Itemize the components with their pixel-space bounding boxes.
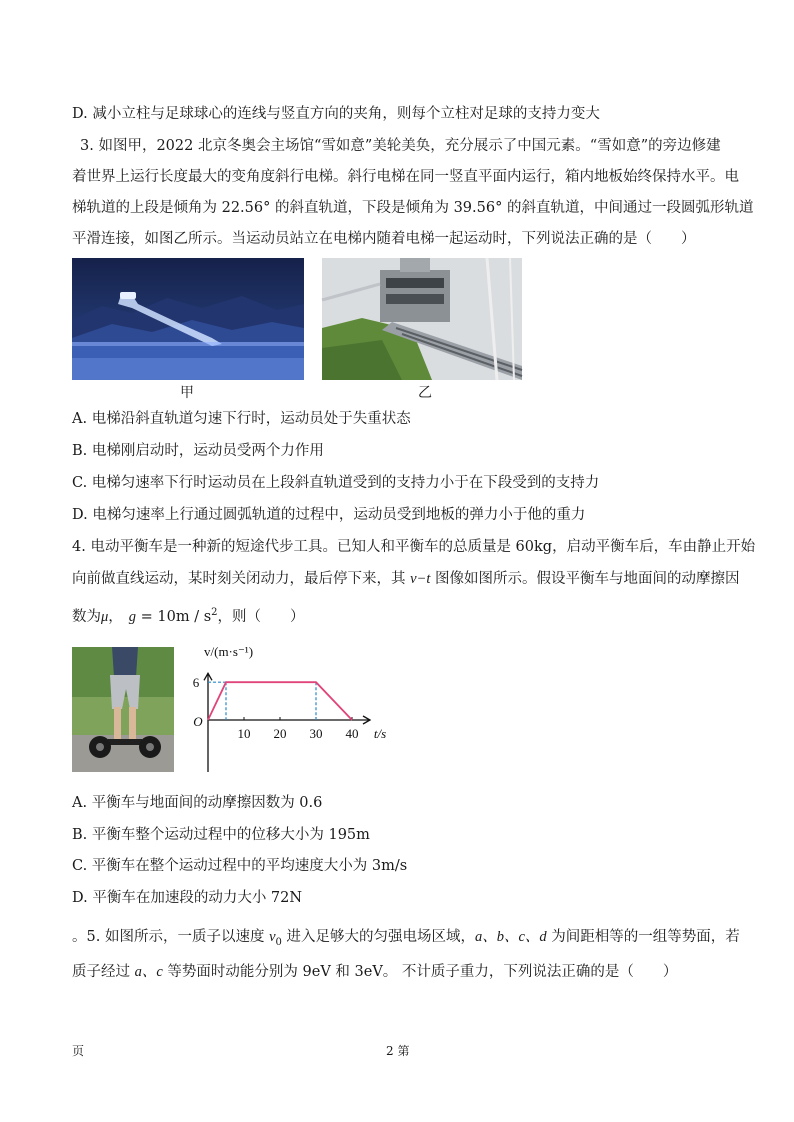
q5-stem-line1 [72, 927, 740, 953]
y-tick-label-6: 6 [192, 675, 200, 691]
q4-option-c: C. 平衡车在整个运动过程中的平均速度大小为 3m/s [72, 858, 408, 874]
q4-stem-text-a: 向前做直线运动，某时刻关闭动力，最后停下来，其 [72, 571, 411, 587]
q3-stem-line4: 平滑连接，如图乙所示。当运动员站立在电梯内随着电梯一起运动时，下列说法正确的是（ ） [72, 231, 696, 247]
q4-g-symbol: g [128, 608, 137, 625]
q4-g-value: = 10m / s [136, 608, 212, 625]
q4-mu-symbol: μ [101, 608, 109, 625]
q4-vt-symbol: v−t [410, 571, 431, 587]
x-tick-label-30: 30 [309, 726, 323, 741]
q4-option-d: D. 平衡车在加速段的动力大小 72N [72, 890, 303, 906]
x-tick-label-20: 20 [273, 726, 287, 741]
q5-text-d: 质子经过 [72, 964, 135, 980]
caption-yi: 乙 [418, 385, 432, 401]
vt-chart [180, 640, 387, 780]
q2-option-d: D. 减小立柱与足球球心的连线与竖直方向的夹角，则每个立柱对足球的支持力变大 [72, 106, 600, 122]
q5-stem-line2 [72, 962, 677, 982]
q3-stem-line2: 着世界上运行长度最大的变角度斜行电梯。斜行电梯在同一竖直平面内运行，箱内地板始终保持水平。电 [72, 169, 739, 185]
footer-page-number: 2 第 [386, 1044, 410, 1058]
x-axis-label: t/s [373, 726, 387, 741]
x-tick-label-10: 10 [237, 726, 251, 741]
x-tick-label-40: 40 [345, 726, 359, 741]
q5-text-e: 等势面时动能分别为 9eV 和 3eV。 不计质子重力，下列说法正确的是（ ） [162, 964, 678, 980]
series-velocity-line [208, 682, 352, 720]
q3-option-d: D. 电梯匀速率上行通过圆弧轨道的过程中，运动员受到地板的弹力小于他的重力 [72, 507, 586, 523]
photo-ski-jump-night [72, 258, 304, 380]
q4-stem-line1: 4. 电动平衡车是一种新的短途代步工具。已知人和平衡车的总质量是 60kg，启动平衡车后，车由静止开始 [72, 539, 756, 555]
caption-jia: 甲 [180, 385, 194, 401]
q4-stem-text-d: ，则（ ） [217, 608, 305, 625]
q3-stem-line3: 梯轨道的上段是倾角为 22.56° 的斜直轨道，下段是倾角为 39.56° 的斜直轨道，中间通过一段圆弧形轨道 [72, 200, 754, 216]
q5-ac-labels: a、c [134, 964, 163, 980]
footer-left: 页 [72, 1044, 85, 1058]
q4-comma: ， [108, 608, 123, 625]
q5-text-b: 进入足够大的匀强电场区域， [281, 929, 475, 945]
q4-stem-text-c: 数为 [72, 608, 101, 625]
q4-option-a: A. 平衡车与地面间的动摩擦因数为 0.6 [72, 795, 323, 811]
q5-v-symbol: v [269, 929, 276, 945]
q3-option-b: B. 电梯刚启动时，运动员受两个力作用 [72, 443, 324, 459]
q5-surface-labels: a、b、c、d [474, 929, 547, 945]
y-axis-label: v/(m·s⁻¹) [204, 644, 254, 659]
q4-stem-line2 [72, 569, 739, 589]
q4-stem-line3 [72, 603, 305, 627]
q3-option-a: A. 电梯沿斜直轨道匀速下行时，运动员处于失重状态 [72, 411, 411, 427]
q5-v-subscript: 0 [275, 936, 282, 948]
photo-inclined-elevator [322, 258, 522, 380]
q5-text-a: 。5. 如图所示，一质子以速度 [72, 929, 270, 945]
q3-stem-line1: 3. 如图甲，2022 北京冬奥会主场馆“雪如意”美轮美奂，充分展示了中国元素。“雪如意”的旁边修建 [80, 138, 721, 154]
q4-stem-text-b: 图像如图所示。假设平衡车与地面间的动摩擦因 [430, 571, 740, 587]
q4-g-exponent: 2 [211, 607, 218, 618]
photo-balance-scooter [72, 647, 174, 772]
q4-option-b: B. 平衡车整个运动过程中的位移大小为 195m [72, 827, 370, 843]
q5-text-c: 为间距相等的一组等势面，若 [546, 929, 740, 945]
origin-label: O [193, 714, 203, 729]
q3-option-c: C. 电梯匀速率下行时运动员在上段斜直轨道受到的支持力小于在下段受到的支持力 [72, 475, 600, 491]
